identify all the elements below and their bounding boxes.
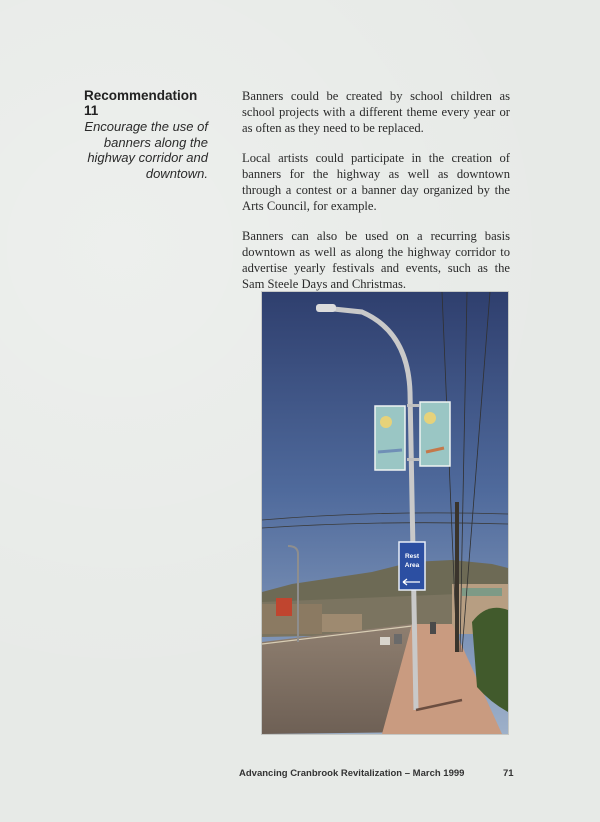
rest-area-sign-text: Rest [404,553,420,560]
street-banner-photo [262,292,508,734]
recommendation-title: Recommendation 11 [84,88,198,118]
recommendation-sidebar [70,88,208,181]
body-text [242,88,510,306]
svg-text:Area: Area [404,562,420,569]
paragraph-2: Local artists could participate in the creation of banners for the highway as well as downtown through a contest or a banner day organized by the Arts Council, for example. [242,151,510,213]
paragraph-3: Banners can also be used on a recurring basis downtown as well as along the highway corridor to advertise yearly festivals and events, such as the Sam Steele Days and Christmas. [242,229,510,291]
footer-text: Advancing Cranbrook Revitalization – March 1999 [239,768,465,779]
recommendation-subtitle: Encourage the use of banners along the highway corridor and downtown. [84,119,208,181]
page-number: 71 [503,768,514,779]
paragraph-1: Banners could be created by school children as school projects with a different theme every year or as often as they need to be replaced. [242,89,510,135]
